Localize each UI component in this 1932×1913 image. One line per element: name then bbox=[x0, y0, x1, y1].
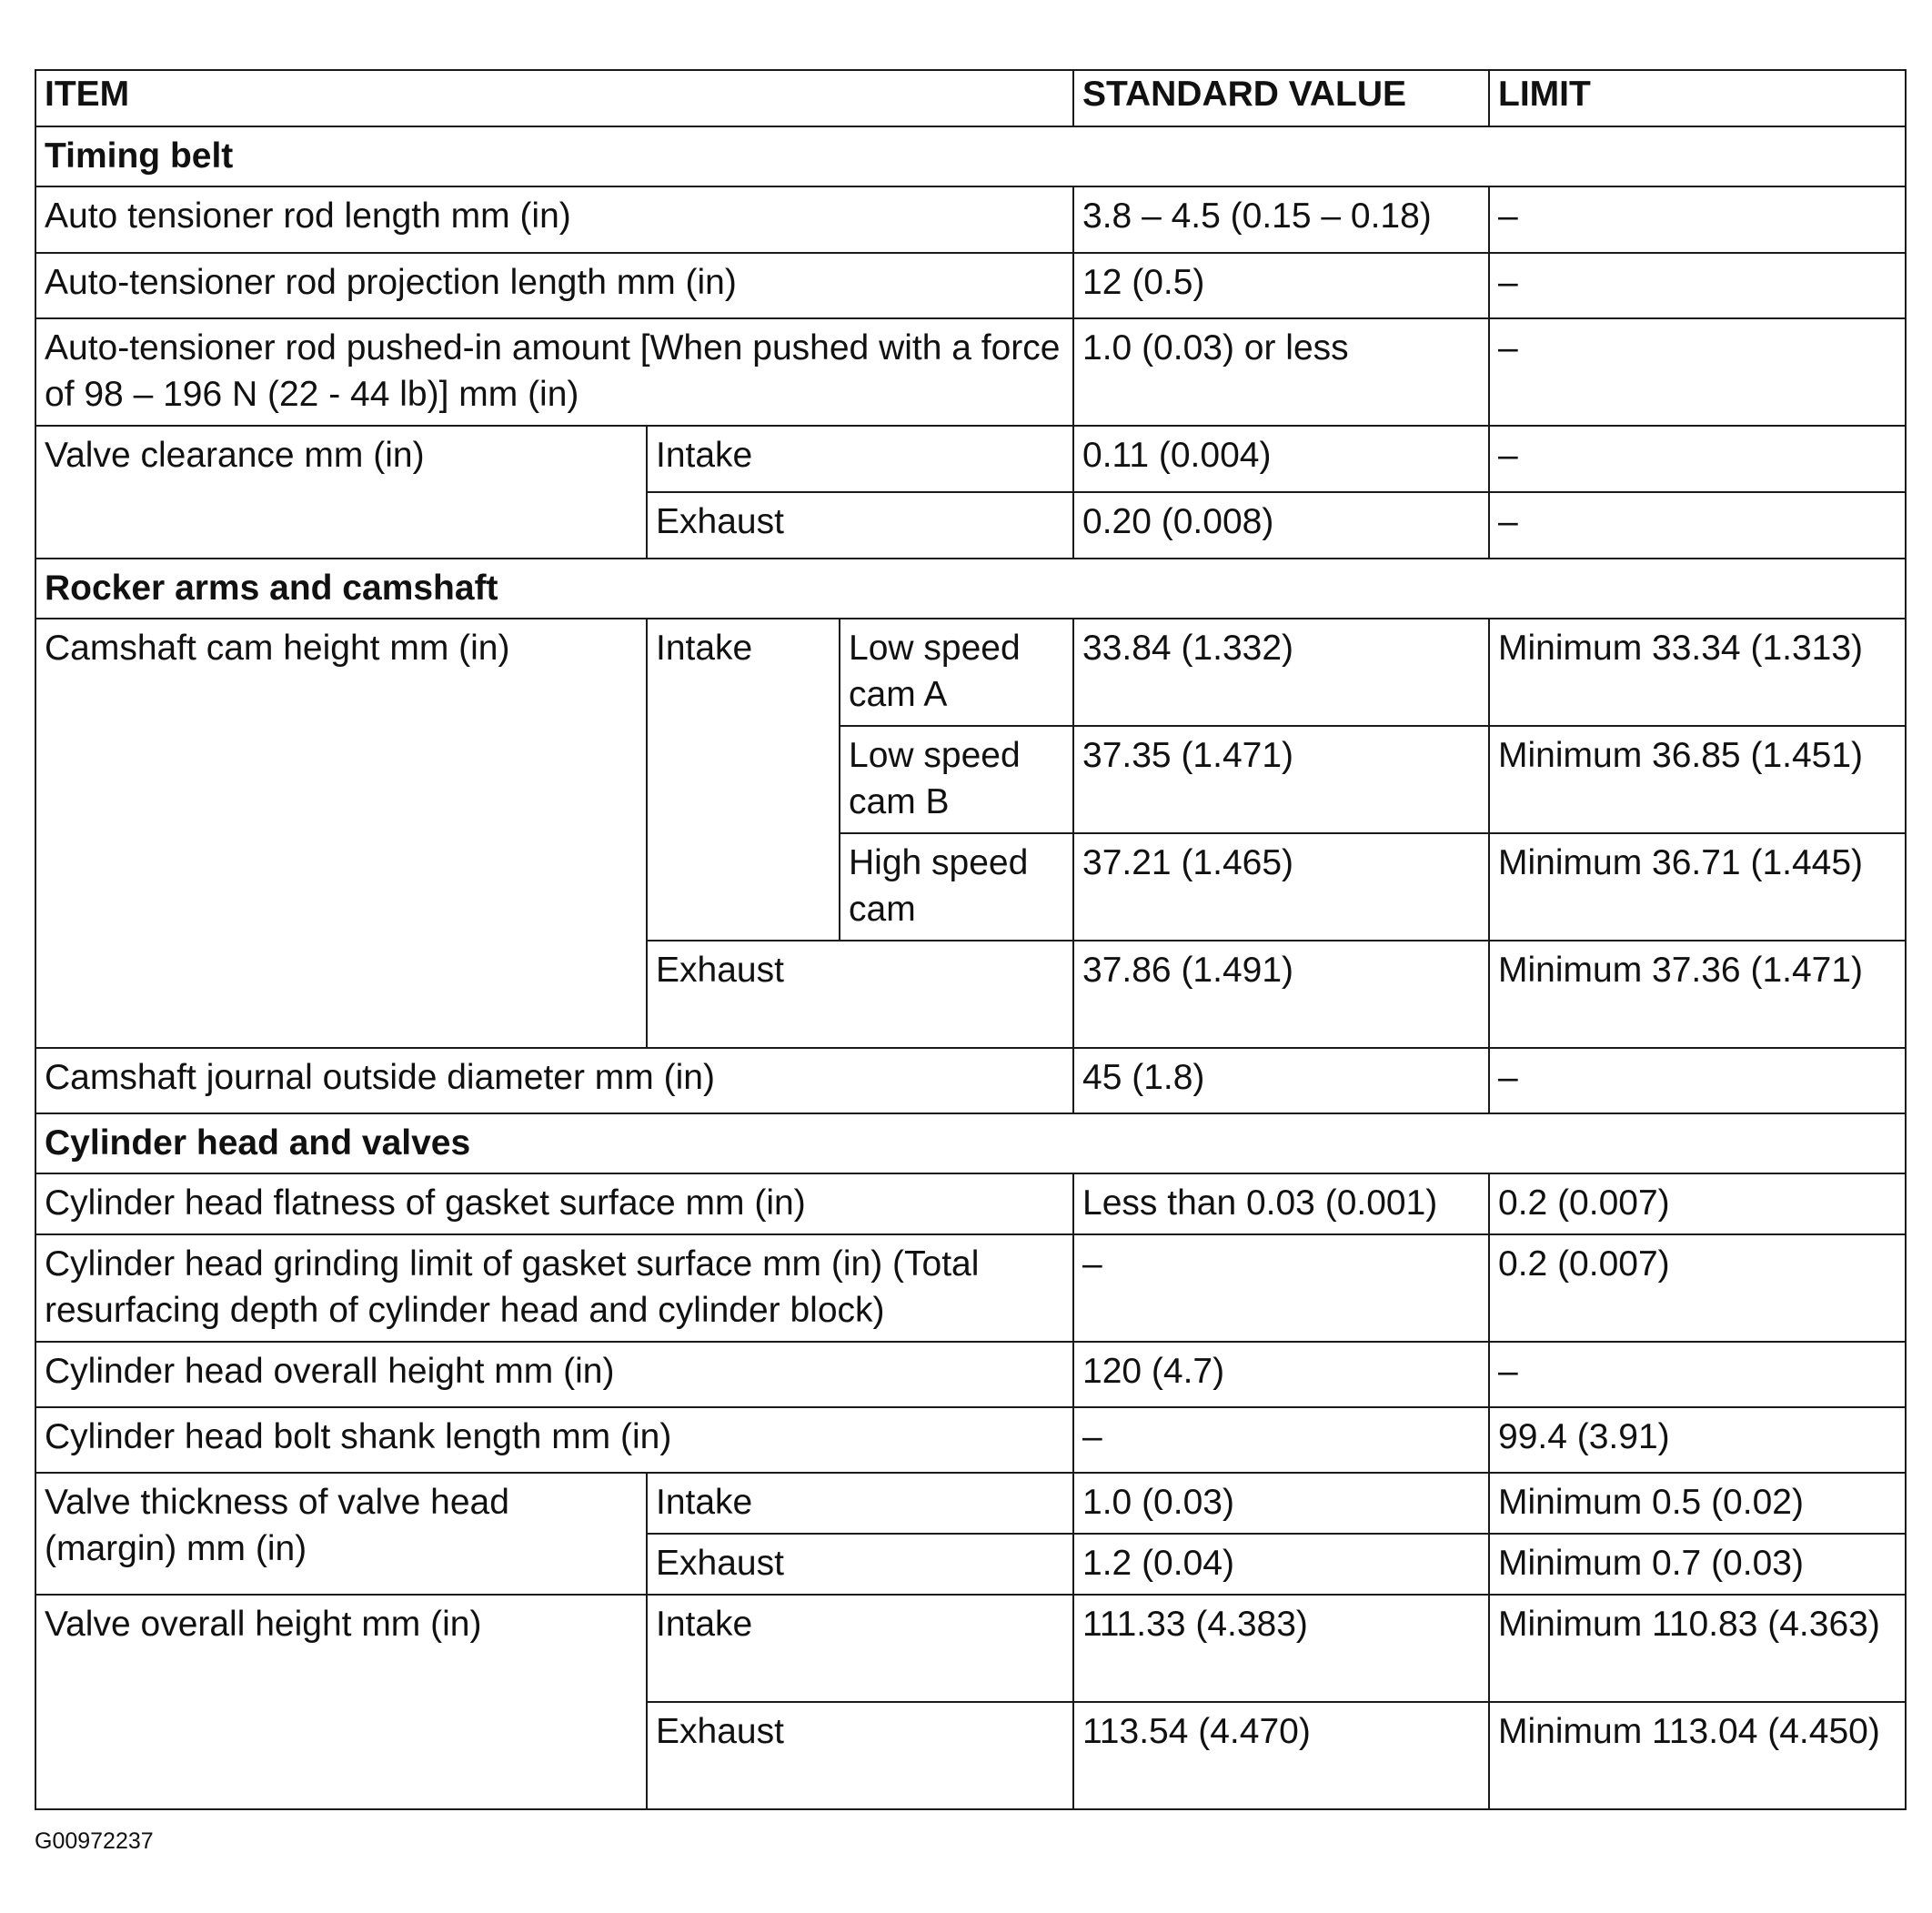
item-label: Valve overall height mm (in) bbox=[35, 1595, 647, 1809]
table-row bbox=[35, 1407, 1906, 1473]
standard-value: 37.21 (1.465) bbox=[1073, 833, 1489, 941]
standard-value: 0.11 (0.004) bbox=[1073, 426, 1489, 492]
limit-value: Minimum 110.83 (4.363) bbox=[1489, 1595, 1906, 1702]
limit-value: – bbox=[1489, 1342, 1906, 1407]
cam-label: Low speed cam B bbox=[840, 726, 1073, 833]
table-row bbox=[35, 1595, 1906, 1702]
section-row-rocker-arms bbox=[35, 559, 1906, 619]
limit-value: – bbox=[1489, 492, 1906, 559]
sub-item-label: Intake bbox=[647, 1473, 1073, 1534]
table-row bbox=[35, 186, 1906, 253]
header-item: ITEM bbox=[35, 70, 1073, 126]
item-label: Camshaft journal outside diameter mm (in) bbox=[35, 1048, 1073, 1113]
standard-value: 12 (0.5) bbox=[1073, 253, 1489, 318]
limit-value: – bbox=[1489, 318, 1906, 426]
sub-item-label: Intake bbox=[647, 426, 1073, 492]
section-row-cylinder-head bbox=[35, 1113, 1906, 1173]
limit-value: – bbox=[1489, 426, 1906, 492]
limit-value: Minimum 36.71 (1.445) bbox=[1489, 833, 1906, 941]
sub-item-label: Exhaust bbox=[647, 492, 1073, 559]
specification-table bbox=[35, 69, 1907, 1810]
item-label: Auto tensioner rod length mm (in) bbox=[35, 186, 1073, 253]
sub-item-label: Exhaust bbox=[647, 941, 1073, 1048]
section-title-rocker-arms: Rocker arms and camshaft bbox=[35, 559, 1906, 619]
header-limit: LIMIT bbox=[1489, 70, 1906, 126]
table-row bbox=[35, 426, 1906, 492]
standard-value: 1.0 (0.03) or less bbox=[1073, 318, 1489, 426]
limit-value: – bbox=[1489, 1048, 1906, 1113]
item-label: Cylinder head grinding limit of gasket surface mm (in) (Total resurfacing depth of cylinder head and cylinder block) bbox=[35, 1234, 1073, 1342]
item-label: Auto-tensioner rod projection length mm (in) bbox=[35, 253, 1073, 318]
table-row bbox=[35, 1173, 1906, 1234]
standard-value: 0.20 (0.008) bbox=[1073, 492, 1489, 559]
standard-value: Less than 0.03 (0.001) bbox=[1073, 1173, 1489, 1234]
limit-value: Minimum 36.85 (1.451) bbox=[1489, 726, 1906, 833]
sub-item-label: Intake bbox=[647, 619, 840, 941]
standard-value: 1.0 (0.03) bbox=[1073, 1473, 1489, 1534]
item-label: Cylinder head flatness of gasket surface mm (in) bbox=[35, 1173, 1073, 1234]
limit-value: 0.2 (0.007) bbox=[1489, 1234, 1906, 1342]
limit-value: 0.2 (0.007) bbox=[1489, 1173, 1906, 1234]
header-row bbox=[35, 70, 1906, 126]
standard-value: – bbox=[1073, 1407, 1489, 1473]
standard-value: 37.86 (1.491) bbox=[1073, 941, 1489, 1048]
standard-value: 3.8 – 4.5 (0.15 – 0.18) bbox=[1073, 186, 1489, 253]
header-standard-value: STANDARD VALUE bbox=[1073, 70, 1489, 126]
table-row bbox=[35, 1048, 1906, 1113]
section-title-cylinder-head: Cylinder head and valves bbox=[35, 1113, 1906, 1173]
limit-value: Minimum 113.04 (4.450) bbox=[1489, 1702, 1906, 1809]
item-label: Auto-tensioner rod pushed-in amount [When pushed with a force of 98 – 196 N (22 - 44 lb)] mm (in) bbox=[35, 318, 1073, 426]
limit-value: – bbox=[1489, 186, 1906, 253]
limit-value: 99.4 (3.91) bbox=[1489, 1407, 1906, 1473]
sub-item-label: Intake bbox=[647, 1595, 1073, 1702]
limit-value: Minimum 33.34 (1.313) bbox=[1489, 619, 1906, 726]
cam-label: High speed cam bbox=[840, 833, 1073, 941]
limit-value: Minimum 37.36 (1.471) bbox=[1489, 941, 1906, 1048]
standard-value: 111.33 (4.383) bbox=[1073, 1595, 1489, 1702]
item-label: Camshaft cam height mm (in) bbox=[35, 619, 647, 1048]
sub-item-label: Exhaust bbox=[647, 1702, 1073, 1809]
standard-value: 37.35 (1.471) bbox=[1073, 726, 1489, 833]
standard-value: 120 (4.7) bbox=[1073, 1342, 1489, 1407]
table-row bbox=[35, 253, 1906, 318]
item-label: Cylinder head bolt shank length mm (in) bbox=[35, 1407, 1073, 1473]
section-title-timing-belt: Timing belt bbox=[35, 126, 1906, 186]
limit-value: Minimum 0.7 (0.03) bbox=[1489, 1534, 1906, 1595]
item-label: Cylinder head overall height mm (in) bbox=[35, 1342, 1073, 1407]
standard-value: 33.84 (1.332) bbox=[1073, 619, 1489, 726]
standard-value: 1.2 (0.04) bbox=[1073, 1534, 1489, 1595]
table-row bbox=[35, 1234, 1906, 1342]
limit-value: – bbox=[1489, 253, 1906, 318]
item-label: Valve clearance mm (in) bbox=[35, 426, 647, 559]
standard-value: – bbox=[1073, 1234, 1489, 1342]
table-row bbox=[35, 1473, 1906, 1534]
cam-label: Low speed cam A bbox=[840, 619, 1073, 726]
sub-item-label: Exhaust bbox=[647, 1534, 1073, 1595]
table-row bbox=[35, 318, 1906, 426]
section-row-timing-belt bbox=[35, 126, 1906, 186]
standard-value: 113.54 (4.470) bbox=[1073, 1702, 1489, 1809]
item-label: Valve thickness of valve head (margin) mm (in) bbox=[35, 1473, 647, 1595]
limit-value: Minimum 0.5 (0.02) bbox=[1489, 1473, 1906, 1534]
table-row bbox=[35, 1342, 1906, 1407]
table-row bbox=[35, 619, 1906, 726]
figure-id: G00972237 bbox=[35, 1828, 154, 1854]
standard-value: 45 (1.8) bbox=[1073, 1048, 1489, 1113]
